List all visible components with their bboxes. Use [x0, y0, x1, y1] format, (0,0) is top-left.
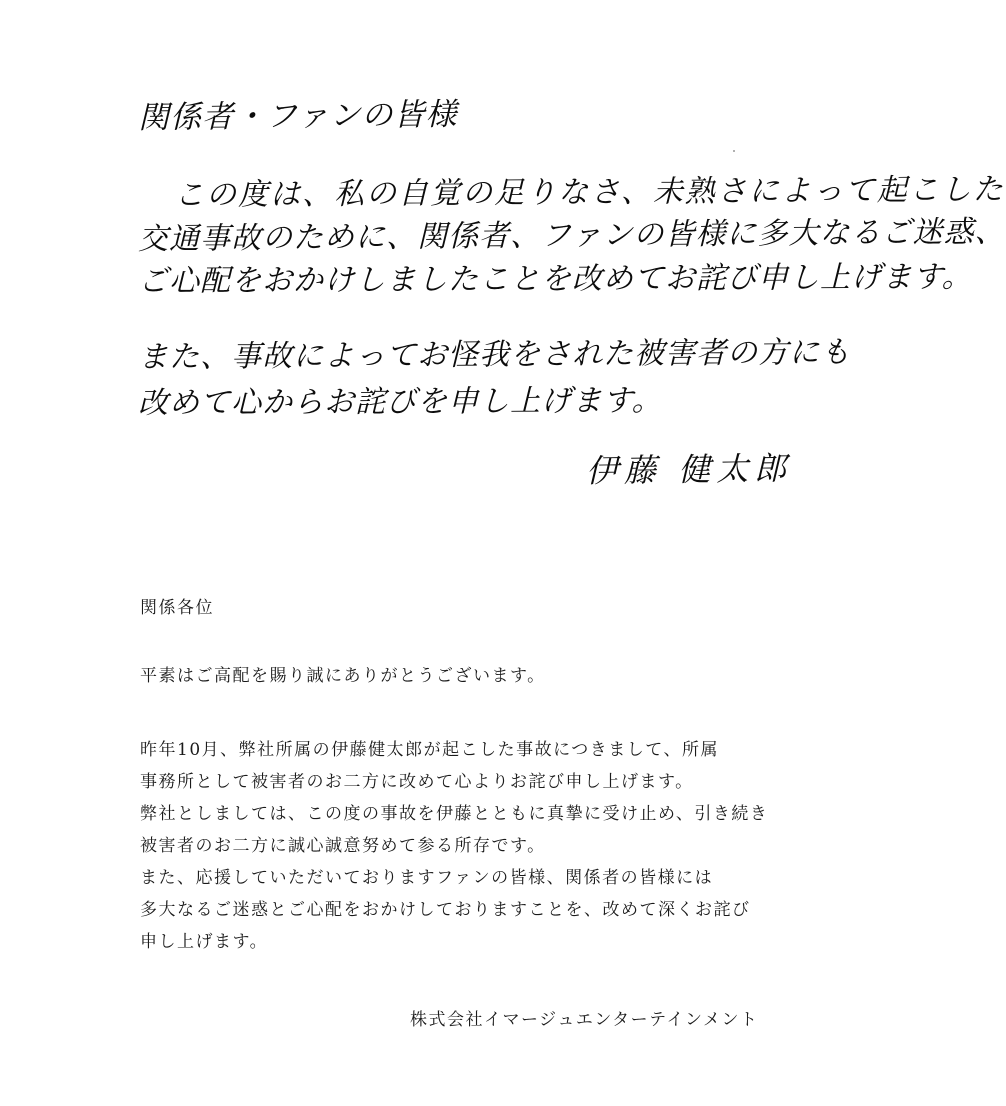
scan-speck — [733, 150, 735, 152]
typed-body-line: 事務所として被害者のお二方に改めて心よりお詫び申し上げます。 — [140, 772, 694, 792]
handwritten-signature: 伊藤 健太郎 — [585, 449, 793, 490]
handwritten-paragraph-2-line-1: また、事故によってお怪我をされた被害者の方にも — [137, 335, 852, 375]
handwritten-paragraph-1-line-1: この度は、私の自覚の足りなさ、未熟さによって起こした — [173, 172, 1005, 213]
handwritten-paragraph-1-line-3: ご心配をおかけしましたことを改めてお詫び申し上げます。 — [137, 259, 973, 299]
typed-body-line: 弊社としましては、この度の事故を伊藤とともに真摯に受け止め、引き続き — [140, 804, 769, 824]
typed-body-line: 多大なるご迷惑とご心配をおかけしておりますことを、改めて深くお詫び — [140, 900, 751, 920]
company-name: 株式会社イマージュエンターテインメント — [410, 1010, 759, 1030]
handwritten-salutation: 関係者・ファンの皆様 — [137, 96, 458, 136]
typed-body-line: 昨年10月、弊社所属の伊藤健太郎が起こした事故につきまして、所属 — [140, 740, 719, 760]
typed-salutation: 関係各位 — [140, 598, 214, 618]
typed-statement-body — [140, 734, 769, 958]
typed-body-line: 被害者のお二方に誠心誠意努めて参る所存です。 — [140, 836, 546, 856]
typed-body-line: また、応援していただいておりますファンの皆様、関係者の皆様には — [140, 868, 714, 888]
handwritten-paragraph-1-line-2: 交通事故のために、関係者、ファンの皆様に多大なるご迷惑、 — [137, 214, 1006, 257]
typed-body-line: 申し上げます。 — [140, 932, 269, 952]
typed-greeting: 平素はご高配を賜り誠にありがとうございます。 — [140, 666, 546, 686]
handwritten-paragraph-2-line-2: 改めて心からお詫びを申し上げます。 — [137, 383, 663, 421]
